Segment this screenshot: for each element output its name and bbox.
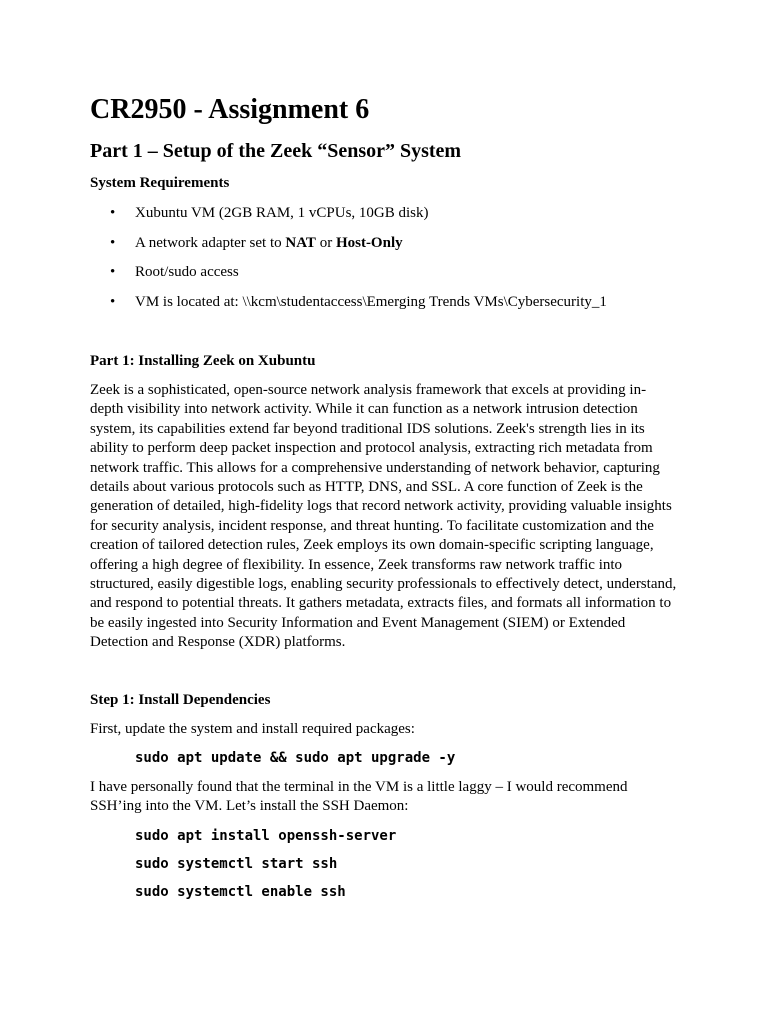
installing-zeek-heading: Part 1: Installing Zeek on Xubuntu bbox=[90, 353, 316, 369]
host-only-label: Host-Only bbox=[335, 234, 403, 251]
update-command: sudo apt update && sudo apt upgrade -y bbox=[135, 750, 456, 766]
requirement-vm-location: VM is located at: \\kcm\studentaccess\Emerging Trends VMs\Cybersecurity_1 bbox=[135, 293, 607, 310]
requirement-network-adapter bbox=[135, 233, 403, 253]
ssh-enable-command: sudo systemctl enable ssh bbox=[135, 884, 346, 900]
nat-label: NAT bbox=[285, 234, 316, 251]
requirement-root-access: Root/sudo access bbox=[135, 264, 239, 280]
bullet-icon: • bbox=[110, 264, 116, 280]
system-requirements-heading: System Requirements bbox=[90, 175, 230, 191]
adapter-or-text: or bbox=[315, 234, 336, 251]
step1-intro-text: First, update the system and install required packages: bbox=[90, 721, 415, 737]
part1-heading: Part 1 – Setup of the Zeek “Sensor” System bbox=[90, 140, 462, 162]
bullet-icon: • bbox=[110, 205, 116, 221]
bullet-icon: • bbox=[110, 234, 116, 251]
ssh-install-command: sudo apt install openssh-server bbox=[135, 828, 397, 844]
bullet-icon: • bbox=[110, 293, 116, 310]
step1-heading: Step 1: Install Dependencies bbox=[90, 692, 271, 708]
ssh-note-paragraph: I have personally found that the terminal in the VM is a little laggy – I would recommend SSH’ing into the VM. Let’s install the SSH Daemon: bbox=[90, 779, 628, 815]
list-item bbox=[90, 262, 680, 292]
list-item bbox=[90, 292, 680, 322]
requirements-list bbox=[90, 203, 680, 321]
document-title: CR2950 - Assignment 6 bbox=[90, 94, 370, 125]
list-item bbox=[90, 233, 680, 263]
zeek-description-paragraph: Zeek is a sophisticated, open-source network analysis framework that excels at providing in-depth visibility into network activity. While it can function as a network intrusion detection system, its capabilities extend far beyond traditional IDS solutions. Zeek's strength lies in its ability to perform deep packet inspection and protocol analysis, extracting rich metadata from network traffic. This allows for a comprehensive understanding of network behavior, capturing details about various protocols such as HTTP, DNS, and SSL. A core function of Zeek is the generation of detailed, high-fidelity logs that record network activity, providing valuable insights for security analysis, incident response, and threat hunting. To facilitate customization and the creation of tailored detection rules, Zeek employs its own domain-specific scripting language, offering a high degree of flexibility. In essence, Zeek transforms raw network traffic into structured, easily digestible logs, enabling security professionals to effectively detect, understand, and respond to potential threats. It gathers metadata, extracts files, and formats all information to be easily ingested into Security Information and Event Management (SIEM) or Extended Detection and Response (XDR) platforms. bbox=[90, 382, 677, 651]
requirement-vm-spec: Xubuntu VM (2GB RAM, 1 vCPUs, 10GB disk) bbox=[135, 205, 429, 221]
adapter-prefix-text: A network adapter set to bbox=[135, 234, 286, 251]
ssh-start-command: sudo systemctl start ssh bbox=[135, 856, 338, 872]
list-item bbox=[90, 203, 680, 233]
